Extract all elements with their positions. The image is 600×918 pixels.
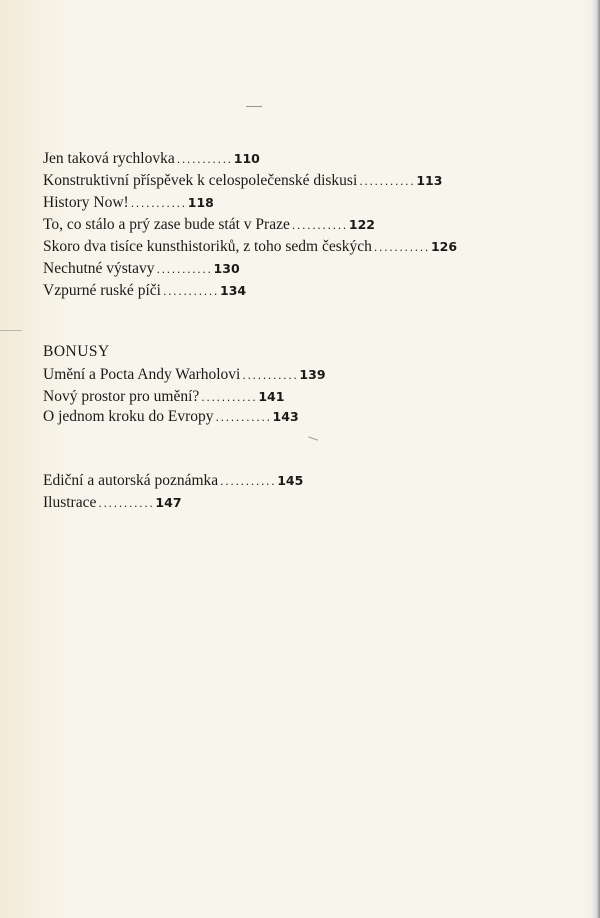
toc-entry-title: Ilustrace — [43, 494, 97, 511]
toc-entry — [43, 170, 442, 190]
toc-leader-dots: ........... — [130, 197, 187, 210]
toc-entry-title: Umění a Pocta Andy Warholovi — [43, 366, 241, 383]
toc-leader-dots: ........... — [201, 391, 258, 404]
toc-entry — [43, 386, 284, 406]
section-heading: BONUSY — [43, 343, 110, 360]
toc-entry-title: Nechutné výstavy — [43, 260, 155, 277]
toc-page-number: 134 — [220, 283, 247, 298]
toc-leader-dots: ........... — [291, 219, 348, 232]
toc-entry — [43, 148, 260, 168]
toc-entry-title: To, co stálo a prý zase bude stát v Praze — [43, 216, 290, 233]
toc-entry — [43, 280, 246, 300]
toc-page-number: 118 — [187, 195, 214, 210]
toc-page-number: 122 — [348, 217, 375, 232]
toc-entry-title: Jen taková rychlovka — [43, 150, 175, 167]
toc-page-number: 130 — [213, 261, 240, 276]
toc-page-number: 147 — [155, 495, 182, 510]
toc-page-number: 110 — [233, 151, 260, 166]
toc-entry — [43, 214, 375, 234]
toc-entry — [43, 492, 182, 512]
toc-leader-dots: ........... — [242, 369, 299, 382]
toc-entry-title: History Now! — [43, 194, 129, 211]
toc-leader-dots: ........... — [176, 153, 233, 166]
toc-entry — [43, 236, 457, 256]
toc-leader-dots: ........... — [215, 411, 272, 424]
toc-entry — [43, 406, 299, 426]
toc-leader-dots: ........... — [359, 175, 416, 188]
toc-leader-dots: ........... — [156, 263, 213, 276]
scan-speck — [246, 106, 262, 107]
toc-page-number: 145 — [277, 473, 304, 488]
scan-speck — [308, 436, 318, 440]
toc-page-number: 143 — [272, 409, 299, 424]
toc-leader-dots: ........... — [98, 497, 155, 510]
toc-entry-title: Skoro dva tisíce kunsthistoriků, z toho sedm českých — [43, 238, 372, 255]
toc-entry-title: O jednom kroku do Evropy — [43, 408, 214, 425]
page-edge — [592, 0, 600, 918]
toc-entry-title: Konstruktivní příspěvek k celospolečenské diskusi — [43, 172, 358, 189]
toc-leader-dots: ........... — [373, 241, 430, 254]
toc-page-number: 141 — [258, 389, 285, 404]
toc-entry — [43, 364, 326, 384]
toc-entry — [43, 470, 303, 490]
toc-leader-dots: ........... — [220, 475, 277, 488]
toc-page-number: 126 — [430, 239, 458, 254]
toc-page-number: 139 — [299, 367, 326, 382]
toc-leader-dots: ........... — [162, 285, 219, 298]
toc-entry — [43, 192, 214, 212]
toc-page-number: 113 — [416, 173, 443, 188]
scan-speck — [0, 330, 22, 331]
toc-entry — [43, 258, 240, 278]
toc-entry-title: Vzpurné ruské píči — [43, 282, 161, 299]
toc-entry-title: Ediční a autorská poznámka — [43, 472, 219, 489]
toc-entry-title: Nový prostor pro umění? — [43, 388, 200, 405]
